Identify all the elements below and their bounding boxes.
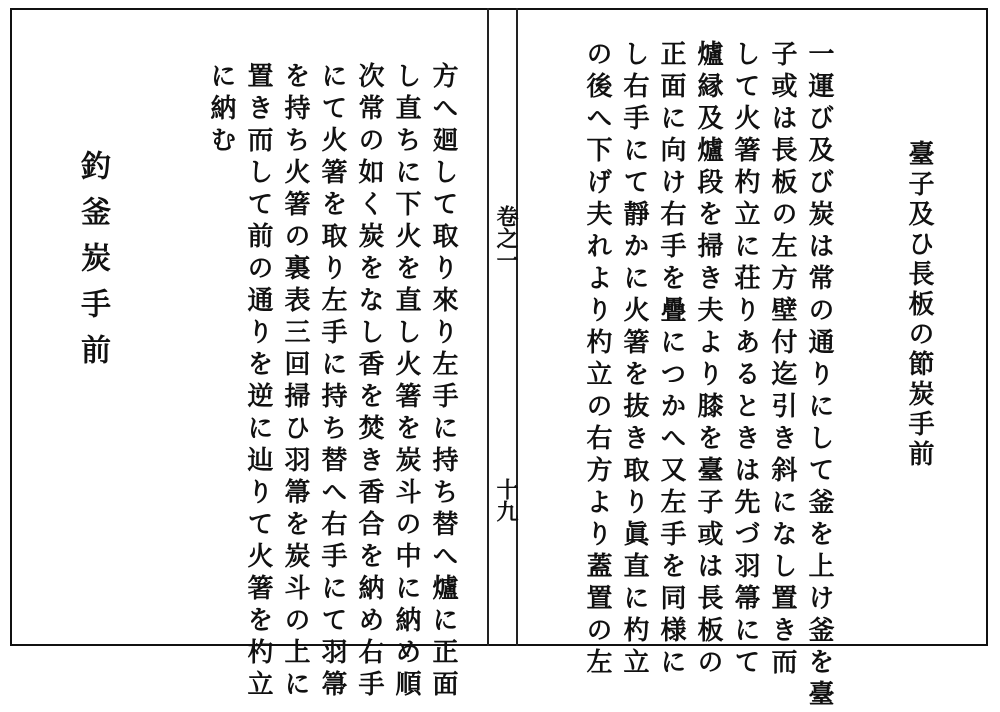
gutter-line-left: [487, 8, 489, 646]
left-col-1: 方へ廻して取り來り左手に持ち替へ爐に正面: [428, 62, 458, 702]
right-col-4: 爐縁及爐段を掃き夫より膝を臺子或は長板の: [693, 40, 723, 680]
left-col-2: し直ちに下火を直し火箸を炭斗の中に納め順: [391, 62, 421, 702]
gutter-line-right: [516, 8, 518, 646]
right-page-title: 臺子及ひ長板の節炭手前: [904, 140, 934, 470]
page-frame: [10, 8, 988, 646]
right-col-2: 子或は長板の左方壁付迄引き斜になし置き而: [767, 40, 797, 680]
left-col-7: に納む: [206, 62, 236, 158]
left-page-title: 釣釜炭手前: [75, 150, 110, 380]
right-col-5: 正面に向け右手を疊につかへ又左手を同様に: [656, 40, 686, 680]
left-col-4: にて火箸を取り左手に持ち替へ右手にて羽箒: [317, 62, 347, 702]
right-col-1: 一運び及び炭は常の通りにして釜を上け釜を臺: [804, 40, 834, 712]
right-col-6: し右手にて靜かに火箸を抜き取り眞直に杓立: [619, 40, 649, 680]
left-col-6: 置き而して前の通りを逆に辿りて火箸を杓立: [243, 62, 273, 702]
volume-label: 卷之一: [493, 205, 519, 271]
left-col-3: 次常の如く炭をなし香を焚き香合を納め右手: [354, 62, 384, 702]
right-col-3: して火箸杓立に荘りあるときは先づ羽箒にて: [730, 40, 760, 680]
right-col-7: の後へ下げ夫れより杓立の右方より蓋置の左: [582, 40, 612, 680]
page-number: 十九: [493, 478, 519, 522]
left-col-5: を持ち火箸の裏表三回掃ひ羽箒を炭斗の上に: [280, 62, 310, 702]
